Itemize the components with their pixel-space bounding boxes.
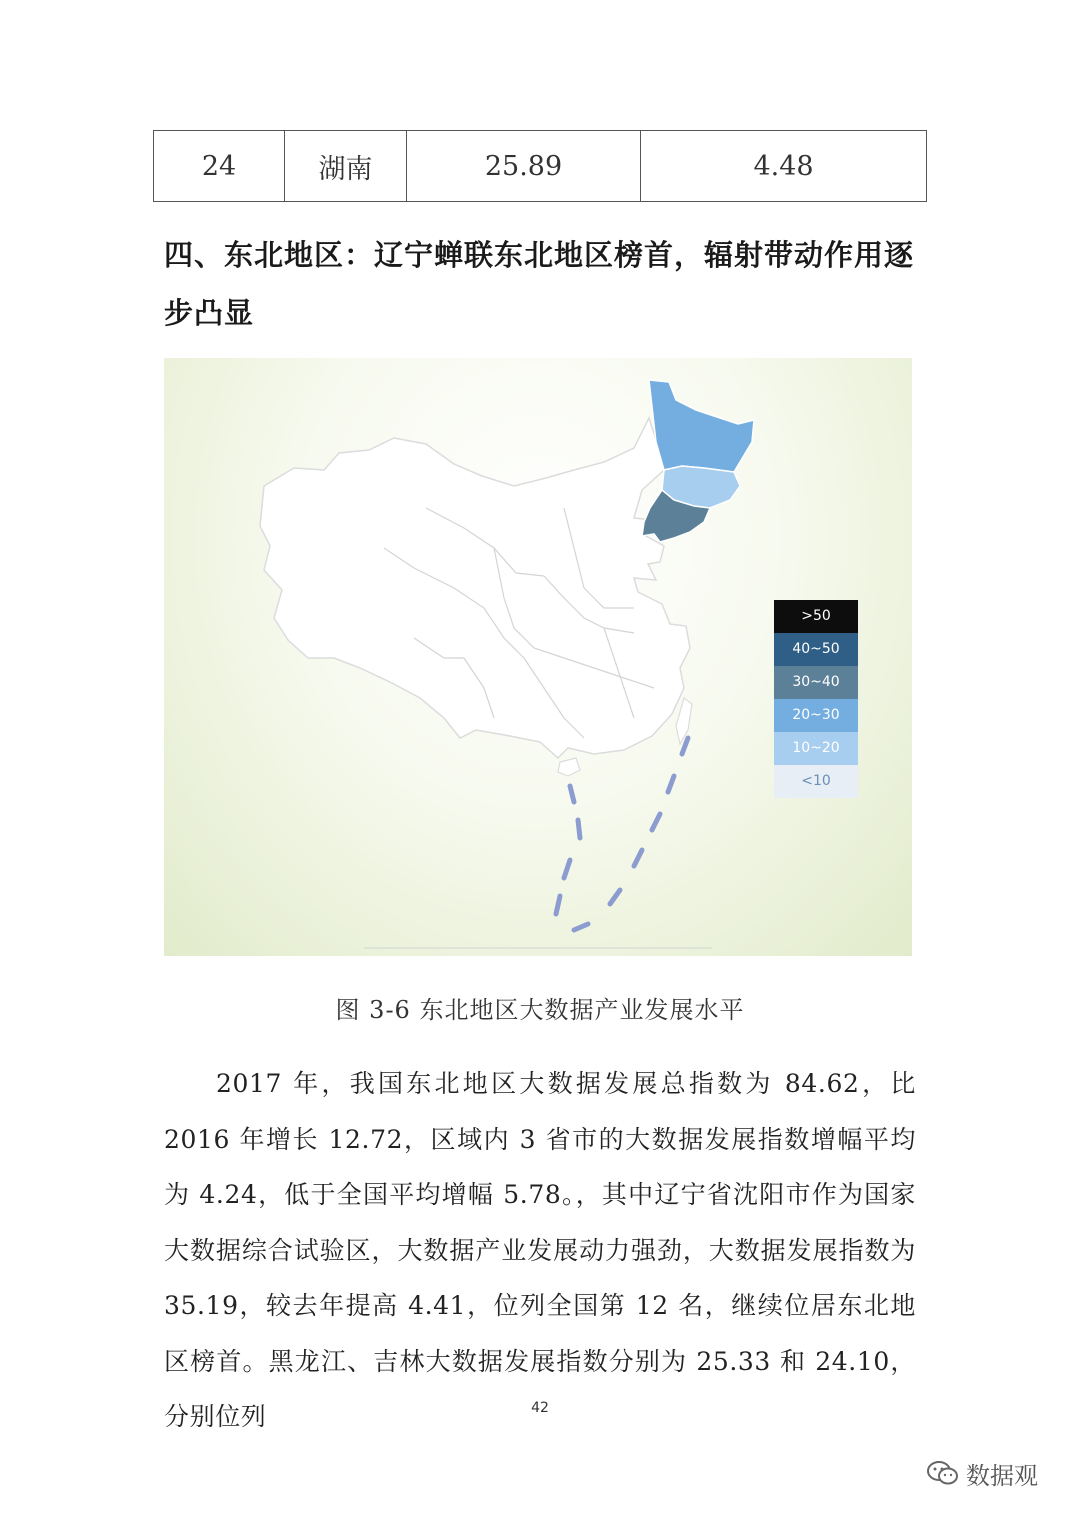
- legend-item-30-40: 30~40: [774, 666, 858, 699]
- legend-item-under-10: <10: [774, 765, 858, 798]
- index-cell: 25.89: [407, 131, 641, 202]
- map-hainan: [558, 758, 580, 776]
- page-number: 42: [531, 1400, 549, 1416]
- section-heading: [164, 226, 924, 342]
- china-map-figure: [164, 358, 912, 956]
- legend-item-10-20: 10~20: [774, 732, 858, 765]
- table-row: [154, 131, 927, 202]
- wechat-icon: [926, 1459, 960, 1487]
- body-paragraph: 2017 年，我国东北地区大数据发展总指数为 84.62，比 2016 年增长 12.72，区域内 3 省市的大数据发展指数增幅平均为 4.24，低于全国平均增幅 5.78。，其中辽宁省沈阳市作为国家大数据综合试验区，大数据产业发展动力强劲，大数据发展指数为 35.19，较去年提高 4.41，位列全国第 12 名，继续位居东北地区榜首。黑龙江、吉林大数据发展指数分别为 25.33 和 24.10，分别位列: [164, 1069, 916, 1431]
- map-heilongjiang: [649, 380, 754, 472]
- legend-item-40-50: 40~50: [774, 633, 858, 666]
- watermark: [926, 1455, 1038, 1491]
- province-cell: 湖南: [285, 131, 407, 202]
- ranking-table: [153, 130, 927, 202]
- section-heading-line-2: 步凸显: [164, 296, 255, 330]
- watermark-text: 数据观: [966, 1461, 1038, 1490]
- figure-caption: 图 3-6 东北地区大数据产业发展水平: [335, 996, 745, 1024]
- legend-item-over-50: >50: [774, 600, 858, 633]
- map-legend: [774, 600, 858, 798]
- section-heading-line-1: 四、东北地区：辽宁蝉联东北地区榜首，辐射带动作用逐: [164, 238, 915, 272]
- legend-item-20-30: 20~30: [774, 699, 858, 732]
- map-mainland: [260, 418, 690, 758]
- rank-cell: 24: [154, 131, 285, 202]
- growth-cell: 4.48: [641, 131, 927, 202]
